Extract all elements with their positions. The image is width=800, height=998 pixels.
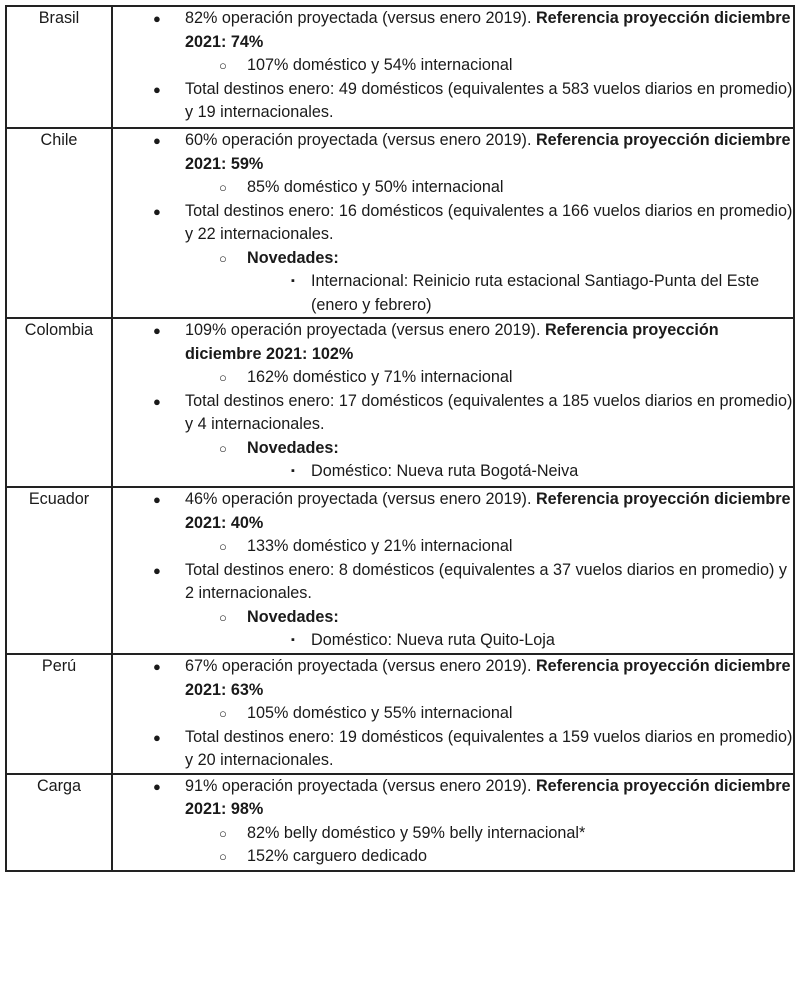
content-cell [112,318,794,487]
sub-list [185,54,793,78]
destinos-text: Total destinos enero: 17 domésticos (equivalentes a 185 vuelos diarios en promedio) y 4 internacionales. [185,391,793,433]
operation-text: 91% operación proyectada (versus enero 2019). [185,776,536,795]
bullet-icon: ● [153,729,161,745]
operation-text: 46% operación proyectada (versus enero 2019). [185,490,536,508]
novedades-label: Novedades: [247,438,339,457]
list-item [247,270,793,317]
novedades-label: Novedades: [247,248,339,267]
list-item [185,822,793,846]
list-item [113,129,793,200]
table-row [6,654,794,774]
destinos-text: Total destinos enero: 19 domésticos (equivalentes a 159 vuelos diarios en promedio) y 20 internacionales. [185,727,793,769]
list-item [185,366,793,390]
bullet-icon: ● [153,133,161,148]
split-text: 82% belly doméstico y 59% belly internacional* [247,823,586,842]
list-item [185,606,793,653]
operation-text: 60% operación proyectada (versus enero 2019). [185,131,536,149]
list-item [185,247,793,318]
destinos-text: Total destinos enero: 8 domésticos (equivalentes a 37 vuelos diarios en promedio) y 2 internacionales. [185,560,787,602]
split-text: 162% doméstico y 71% internacional [247,368,513,386]
reference-text: Referencia proyección diciembre 2021: 74% [185,9,791,51]
content-cell [112,128,794,318]
circle-bullet-icon: ○ [219,180,227,195]
bullet-list [113,129,793,317]
sub-list [185,366,793,390]
sub-list [185,437,793,484]
sub-list [185,822,793,869]
split-text: 152% carguero dedicado [247,847,427,865]
list-item [113,775,793,869]
country-cell: Ecuador [6,487,112,654]
list-item [185,437,793,484]
square-bullet-icon: ▪ [291,465,295,477]
sub-list [185,247,793,318]
country-cell: Perú [6,654,112,774]
list-item [247,629,793,653]
split-text: 105% doméstico y 55% internacional [247,704,513,722]
sub-list [185,606,793,653]
table-row [6,774,794,871]
reference-text: Referencia proyección diciembre 2021: 102% [185,321,719,363]
circle-bullet-icon: ○ [219,250,227,266]
country-cell: Colombia [6,318,112,487]
list-item [185,176,793,200]
content-cell [112,6,794,128]
list-item [113,488,793,559]
country-cell: Chile [6,128,112,318]
content-cell [112,654,794,774]
content-cell [112,487,794,654]
list-item [113,200,793,318]
bullet-list [113,319,793,484]
sub-list [185,176,793,200]
circle-bullet-icon: ○ [219,825,227,841]
bullet-list [113,775,793,869]
square-bullet-icon: ▪ [291,634,295,646]
square-bullet-icon: ▪ [291,275,295,287]
operation-text: 82% operación proyectada (versus enero 2019). [185,9,536,27]
list-item [113,319,793,390]
sub-list [185,702,793,726]
circle-bullet-icon: ○ [219,440,227,456]
novedad-text: Internacional: Reinicio ruta estacional Santiago-Punta del Este (enero y febrero) [311,272,760,314]
table-row [6,318,794,487]
list-item [113,7,793,78]
bullet-icon: ● [153,659,161,674]
split-text: 85% doméstico y 50% internacional [247,178,504,196]
table-row [6,128,794,318]
novedad-text: Doméstico: Nueva ruta Bogotá-Neiva [311,462,579,480]
reference-text: Referencia proyección diciembre 2021: 40% [185,490,791,532]
bullet-icon: ● [153,778,161,794]
novedades-label: Novedades: [247,607,339,626]
list-item [113,78,793,125]
circle-bullet-icon: ○ [219,370,227,385]
list-item [185,535,793,559]
operation-text: 109% operación proyectada (versus enero 2019). [185,321,545,339]
circle-bullet-icon: ○ [219,609,227,625]
reference-text: Referencia proyección diciembre 2021: 59% [185,131,791,173]
sub-sub-list [247,270,793,317]
list-item [185,702,793,726]
operations-table [5,5,795,872]
reference-text: Referencia proyección diciembre 2021: 98% [185,776,791,818]
bullet-list [113,488,793,653]
split-text: 107% doméstico y 54% internacional [247,56,513,74]
destinos-text: Total destinos enero: 49 domésticos (equivalentes a 583 vuelos diarios en promedio) y 19 internacionales. [185,79,793,121]
list-item [185,54,793,78]
sub-list [185,535,793,559]
split-text: 133% doméstico y 21% internacional [247,537,513,555]
destinos-text: Total destinos enero: 16 domésticos (equivalentes a 166 vuelos diarios en promedio) y 22 internacionales. [185,201,793,243]
bullet-list [113,655,793,773]
content-cell [112,774,794,871]
circle-bullet-icon: ○ [219,58,227,73]
sub-sub-list [247,629,793,653]
list-item [113,559,793,653]
bullet-icon: ● [153,11,161,26]
country-cell: Brasil [6,6,112,128]
list-item [185,845,793,869]
bullet-icon: ● [153,81,161,97]
bullet-icon: ● [153,323,161,338]
country-cell: Carga [6,774,112,871]
list-item [113,390,793,484]
table-row [6,6,794,128]
operation-text: 67% operación proyectada (versus enero 2019). [185,657,536,675]
table-row [6,487,794,654]
circle-bullet-icon: ○ [219,539,227,554]
sub-sub-list [247,460,793,484]
bullet-icon: ● [153,393,161,409]
reference-text: Referencia proyección diciembre 2021: 63% [185,657,791,699]
novedad-text: Doméstico: Nueva ruta Quito-Loja [311,631,555,649]
bullet-icon: ● [153,203,161,219]
bullet-icon: ● [153,562,161,578]
circle-bullet-icon: ○ [219,849,227,864]
list-item [247,460,793,484]
bullet-icon: ● [153,492,161,507]
bullet-list [113,7,793,125]
list-item [113,726,793,773]
circle-bullet-icon: ○ [219,706,227,721]
list-item [113,655,793,726]
